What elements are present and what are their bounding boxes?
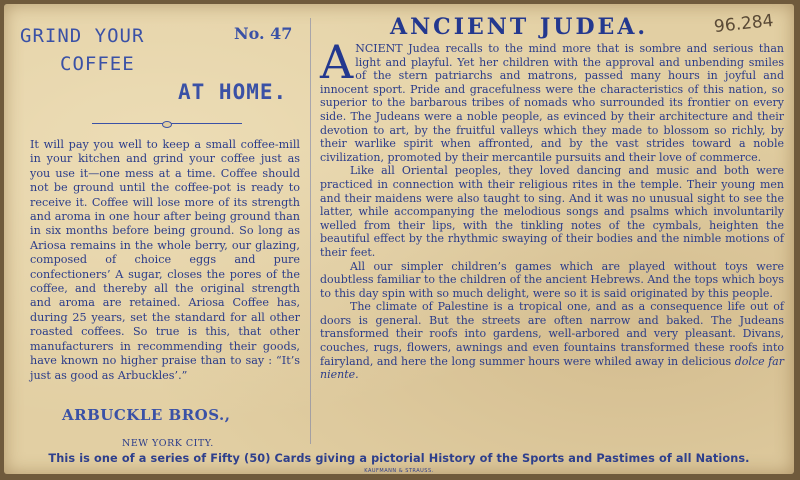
article-paragraph-3: All our simpler children’s games which are played without toys were doubtless familiar to the children of the ancient Hebrews. And the tops which boys to this day spin with so much delight, were so it is said originated by this people. — [320, 259, 784, 300]
card-number: No. 47 — [234, 24, 293, 43]
article-paragraph-4 — [320, 300, 784, 382]
ornamental-rule — [92, 122, 242, 126]
ad-signature: ARBUCKLE BROS., — [62, 406, 231, 424]
advertisement-panel — [12, 14, 304, 452]
column-divider — [310, 18, 311, 444]
ad-city: NEW YORK CITY. — [122, 438, 214, 449]
archive-number: 96.284 — [713, 10, 775, 38]
ad-body-text: It will pay you well to keep a small coffee-mill in your kitchen and grind your coffee just as you use it—one mess at a time. Coffee should not be ground until the coffee-pot is ready to receive it. Coffee will lose more of its strength and aroma in one hour after being ground than in six months before being ground. So long as Ariosa remains in the whole berry, our glazing, composed of choice eggs and pure confectioners’ A sugar, closes the pores of the coffee, and thereby all the original strength and aroma are retained. Ariosa Coffee has, during 25 years, set the standard for all other roasted coffees. So true is this, that other manufacturers in recommending their goods, have known no higher praise than to say : “It’s just as good as Arbuckles’.” — [30, 138, 300, 382]
article-title: ANCIENT JUDEA. — [390, 14, 649, 40]
article-paragraph-1-text: NCIENT Judea recalls to the mind more that is sombre and serious than light and playful. Yet her children with the approval and unbending smiles of the stern patriarchs and matrons, passed many hours in joyful and innocent sport. Pride and gracefulness were the characteristics of this nation, so superior to the barbarous tribes of nomads who surrounded its frontier on every side. The Judeans were a noble people, as evinced by their architecture and their devotion to art, by the fruitful valleys which they made to blossom so richly, by their warlike spirit when affronted, and by the vast strides toward a noble civilization, promoted by their mercantile pursuits and their love of commerce. — [320, 42, 784, 164]
trade-card — [4, 4, 794, 474]
ad-headline-line-3: AT HOME. — [178, 80, 288, 104]
series-footer: This is one of a series of Fifty (50) Cards giving a pictorial History of the Sports and Pastimes of all Nations. — [48, 452, 750, 465]
article-paragraph-2: Like all Oriental peoples, they loved dancing and music and both were practiced in connection with their religious rites in the temple. Their young men and their maidens were also taught to sing. And it was no unusual sight to see the latter, while accompanying the melodious songs and psalms which involuntarily welled from their lips, with the tinkling notes of the cymbals, heighten the beautiful effect by the rhythmic swaying of their bodies and the nimble motions of their feet. — [320, 164, 784, 259]
printer-credit: KAUFMANN & STRAUSS. — [364, 468, 434, 474]
article-panel — [318, 12, 784, 456]
article-body — [320, 35, 784, 382]
article-paragraph-4-italic: dolce far niente. — [320, 354, 784, 382]
drop-cap: A — [320, 35, 354, 89]
ad-headline-line-1: GRIND YOUR — [20, 25, 145, 47]
article-paragraph-1 — [320, 35, 784, 164]
article-paragraph-4-text: The climate of Palestine is a tropical one, and as a consequence life out of doors is general. But the streets are often narrow and baked. The Judeans transformed their roofs into gardens, well-arbored and very pleasant. Divans, couches, rugs, flowers, awnings and even fountains transformed these roofs into fairyland, and here the long summer hours were whiled away in delicious — [320, 300, 784, 368]
ad-headline-line-2: COFFEE — [60, 53, 135, 75]
